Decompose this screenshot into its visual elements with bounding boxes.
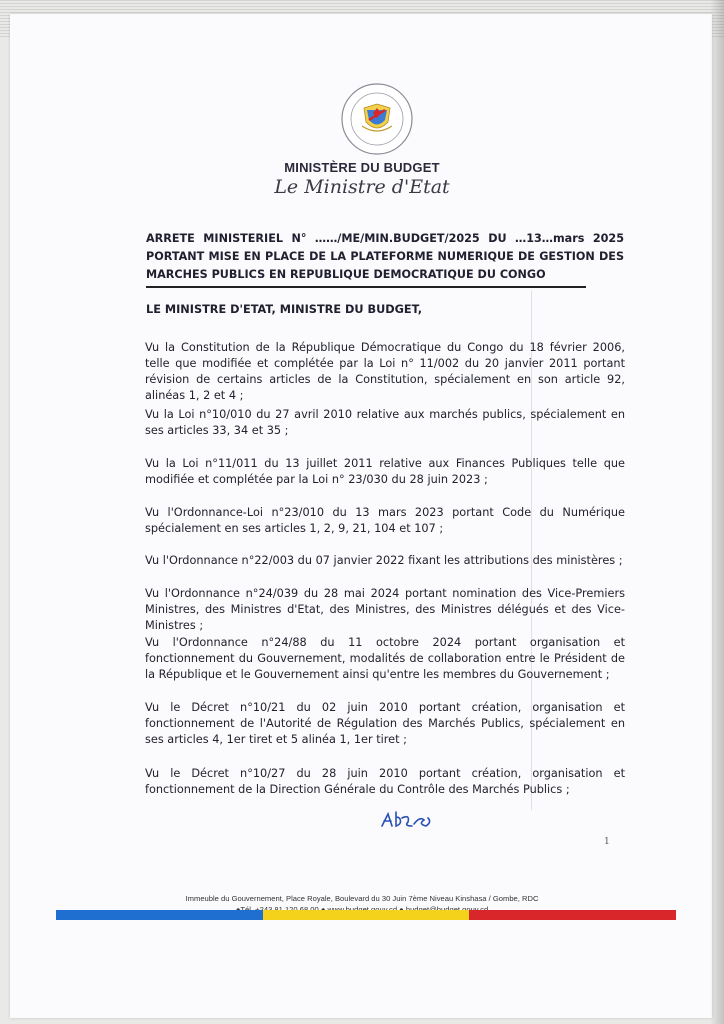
recital-paragraph: Vu l'Ordonnance n°22/003 du 07 janvier 2022 fixant les attributions des ministères ;	[145, 554, 623, 567]
recital-paragraph: Vu l'Ordonnance-Loi n°23/010 du 13 mars 2023 portant Code du Numérique spécialement en ses articles 1, 2, 9, 21, 104 et 107 ;	[145, 506, 625, 535]
recital-paragraph: Vu l'Ordonnance n°24/88 du 11 octobre 2024 portant organisation et fonctionnement du Gouvernement, modalités de collaboration entre le Président de la République et le Gouvernement ainsi qu'entre les membres du Gouvernement ;	[145, 636, 625, 681]
flag-band-yellow	[263, 910, 470, 920]
recital-paragraph: Vu la Loi n°11/011 du 13 juillet 2011 relative aux Finances Publiques telle que modifiée et complétée par la Loi n° 23/030 du 28 juin 2023 ;	[145, 457, 625, 486]
title-underline	[146, 286, 586, 288]
recital-paragraph: Vu la Constitution de la République Démocratique du Congo du 18 février 2006, telle que modifiée et complétée par la Loi n° 11/002 du 20 janvier 2011 portant révision de certains articles de la Constitution, spécialement en son article 92, alinéas 1, 2 et 4 ;	[145, 341, 625, 402]
flag-band-blue	[56, 910, 263, 920]
minister-script-title: Le Ministre d'Etat	[274, 176, 450, 198]
footer-address: Immeuble du Gouvernement, Place Royale, Boulevard du 30 Juin 7ème Niveau Kinshasa / Gombe, RDC	[185, 894, 539, 903]
flag-color-band	[56, 910, 676, 920]
scan-artifact-right	[710, 0, 724, 1024]
flag-band-red	[469, 910, 676, 920]
ministry-name: MINISTÈRE DU BUDGET	[284, 160, 440, 175]
recital-paragraph: Vu l'Ordonnance n°24/039 du 28 mai 2024 portant nomination des Vice-Premiers Ministres, des Ministres d'Etat, des Ministres, des Ministres délégués et des Vice-Ministres ;	[145, 587, 625, 632]
page-number: 1	[604, 837, 610, 847]
initials-signature-icon	[378, 808, 438, 834]
decree-title-line-3: MARCHES PUBLICS EN REPUBLIQUE DEMOCRATIQUE DU CONGO	[146, 268, 546, 281]
decree-title	[146, 230, 624, 284]
decree-title-line-2: PORTANT MISE EN PLACE DE LA PLATEFORME NUMERIQUE DE GESTION DES	[146, 250, 624, 263]
recital-paragraph: Vu le Décret n°10/27 du 28 juin 2010 portant création, organisation et fonctionnement de la Direction Générale du Contrôle des Marchés Publics ;	[145, 767, 625, 796]
recital-paragraph: Vu le Décret n°10/21 du 02 juin 2010 portant création, organisation et fonctionnement de l'Autorité de Régulation des Marchés Publics, spécialement en ses articles 4, 1er tiret et 5 alinéa 1, 1er tiret ;	[145, 701, 625, 746]
recital-paragraph: Vu la Loi n°10/010 du 27 avril 2010 relative aux marchés publics, spécialement en ses articles 33, 34 et 35 ;	[145, 408, 625, 437]
minister-heading: LE MINISTRE D'ETAT, MINISTRE DU BUDGET,	[146, 303, 423, 316]
coat-of-arms-seal-icon	[340, 82, 414, 156]
decree-title-line-1: ARRETE MINISTERIEL N° ……/ME/MIN.BUDGET/2025 DU …13…mars 2025	[146, 232, 624, 245]
